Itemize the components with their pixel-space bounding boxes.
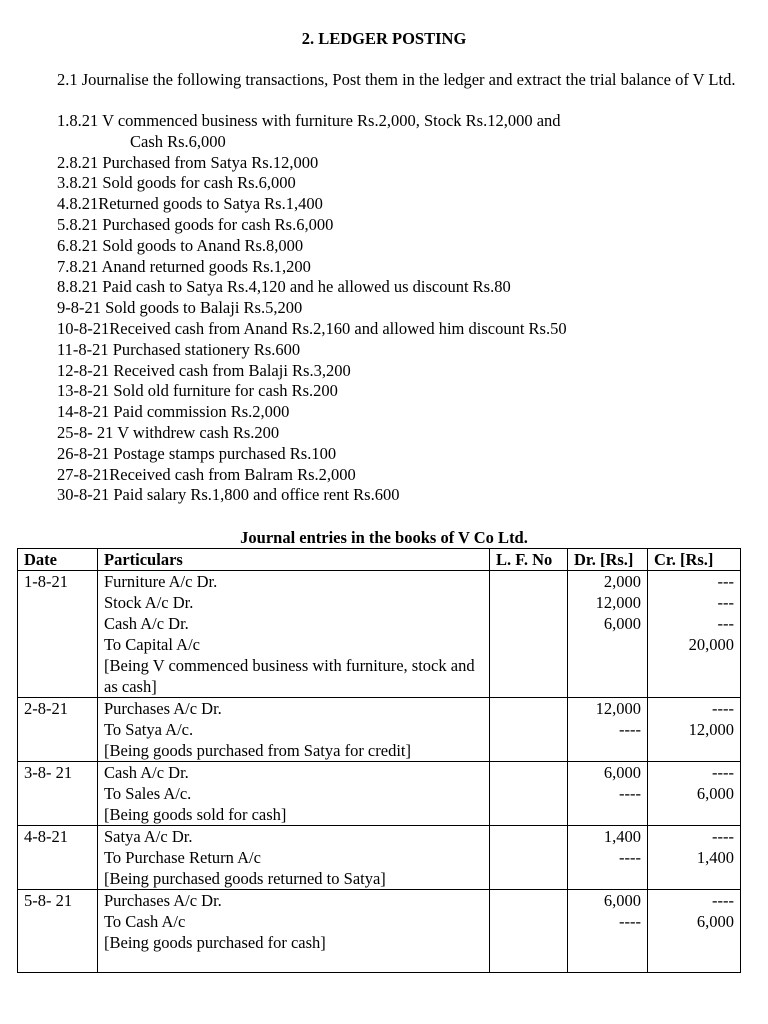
entry-debit: [568, 571, 648, 698]
header-credit: Cr. [Rs.]: [648, 549, 741, 571]
transaction-line: 26-8-21 Postage stamps purchased Rs.100: [57, 443, 337, 463]
entry-line-text: Satya A/c Dr.: [104, 827, 193, 846]
entry-debit: [568, 762, 648, 826]
entry-credit: [648, 826, 741, 890]
entry-line-text: To Satya A/c.: [104, 720, 194, 739]
credit-amount: ----: [712, 827, 734, 846]
credit-amount: 12,000: [688, 720, 734, 739]
transaction-list: [57, 111, 747, 506]
credit-amount: 20,000: [688, 635, 734, 654]
entry-debit: [568, 698, 648, 762]
debit-amount: 6,000: [603, 614, 641, 633]
transaction-line: 9-8-21 Sold goods to Balaji Rs.5,200: [57, 298, 303, 318]
entry-line-text: Purchases A/c Dr.: [104, 891, 222, 910]
entry-lf: [490, 571, 568, 698]
debit-amount: 6,000: [603, 763, 641, 782]
credit-amount: ----: [712, 763, 734, 782]
header-particulars: Particulars: [98, 549, 490, 571]
entry-particulars: [98, 698, 490, 762]
entry-line-text: Furniture A/c Dr.: [104, 572, 218, 591]
journal-entry: [18, 698, 741, 762]
transaction-line: 27-8-21Received cash from Balram Rs.2,000: [57, 464, 356, 484]
entry-line-text: To Capital A/c: [104, 635, 200, 654]
transaction-line: 3.8.21 Sold goods for cash Rs.6,000: [57, 173, 296, 193]
debit-amount: ----: [619, 720, 641, 739]
journal-table: [17, 548, 741, 973]
journal-entry: [18, 762, 741, 826]
credit-amount: 6,000: [696, 912, 734, 931]
entry-lf: [490, 762, 568, 826]
transaction-line: 7.8.21 Anand returned goods Rs.1,200: [57, 256, 311, 276]
debit-amount: 12,000: [595, 593, 641, 612]
transaction-line: 5.8.21 Purchased goods for cash Rs.6,000: [57, 214, 334, 234]
transaction-line: 10-8-21Received cash from Anand Rs.2,160 and allowed him discount Rs.50: [57, 318, 567, 338]
transaction-line: 8.8.21 Paid cash to Satya Rs.4,120 and he allowed us discount Rs.80: [57, 277, 511, 297]
journal-caption: Journal entries in the books of V Co Ltd.: [240, 528, 528, 547]
transaction-line: 1.8.21 V commenced business with furniture Rs.2,000, Stock Rs.12,000 and: [57, 111, 561, 130]
debit-amount: 1,400: [603, 827, 641, 846]
transaction-line: 11-8-21 Purchased stationery Rs.600: [57, 339, 301, 359]
entry-line-text: Purchases A/c Dr.: [104, 699, 222, 718]
transaction-line: 13-8-21 Sold old furniture for cash Rs.200: [57, 381, 338, 401]
debit-amount: 6,000: [603, 891, 641, 910]
debit-amount: ----: [619, 784, 641, 803]
entry-credit: [648, 698, 741, 762]
entry-date: 1-8-21: [18, 571, 98, 698]
question-intro: 2.1 Journalise the following transactions, Post them in the ledger and extract the trial balance of V Ltd.: [57, 70, 736, 89]
entry-line-text: To Sales A/c.: [104, 784, 192, 803]
entry-particulars: [98, 826, 490, 890]
transaction-line: 4.8.21Returned goods to Satya Rs.1,400: [57, 194, 323, 214]
entry-lf: [490, 826, 568, 890]
entry-line-text: Stock A/c Dr.: [104, 593, 194, 612]
journal-entry: [18, 826, 741, 890]
journal-entry: [18, 571, 741, 698]
credit-amount: ----: [712, 891, 734, 910]
header-date: Date: [18, 549, 98, 571]
credit-amount: ---: [717, 593, 734, 612]
entry-debit: [568, 890, 648, 973]
journal-header-row: [18, 549, 741, 571]
transaction-line: 2.8.21 Purchased from Satya Rs.12,000: [57, 152, 319, 172]
entry-particulars: [98, 762, 490, 826]
transaction-line: Cash Rs.6,000: [130, 131, 226, 151]
entry-line-text: Cash A/c Dr.: [104, 763, 189, 782]
entry-narration: [Being V commenced business with furniture, stock and as cash]: [104, 656, 475, 696]
debit-amount: ----: [619, 848, 641, 867]
entry-narration: [Being goods purchased from Satya for credit]: [104, 741, 411, 760]
entry-debit: [568, 826, 648, 890]
credit-amount: ---: [717, 614, 734, 633]
header-debit: Dr. [Rs.]: [568, 549, 648, 571]
entry-credit: [648, 890, 741, 973]
transaction-line: 14-8-21 Paid commission Rs.2,000: [57, 402, 290, 422]
entry-lf: [490, 890, 568, 973]
transaction-line: 25-8- 21 V withdrew cash Rs.200: [57, 422, 280, 442]
entry-line-text: To Cash A/c: [104, 912, 186, 931]
header-lf-no: L. F. No: [490, 549, 568, 571]
credit-amount: 1,400: [696, 848, 734, 867]
entry-narration: [Being goods sold for cash]: [104, 805, 287, 824]
entry-narration: [Being purchased goods returned to Satya]: [104, 869, 386, 888]
entry-narration: [Being goods purchased for cash]: [104, 933, 326, 952]
entry-date: 3-8- 21: [18, 762, 98, 826]
transaction-line: 12-8-21 Received cash from Balaji Rs.3,200: [57, 360, 351, 380]
entry-date: 5-8- 21: [18, 890, 98, 973]
entry-line-text: To Purchase Return A/c: [104, 848, 261, 867]
entry-credit: [648, 571, 741, 698]
transaction-line: 30-8-21 Paid salary Rs.1,800 and office rent Rs.600: [57, 485, 400, 505]
debit-amount: ----: [619, 912, 641, 931]
credit-amount: ---: [717, 572, 734, 591]
entry-lf: [490, 698, 568, 762]
entry-particulars: [98, 890, 490, 973]
journal-entry: [18, 890, 741, 973]
debit-amount: 2,000: [603, 572, 641, 591]
transaction-line: 6.8.21 Sold goods to Anand Rs.8,000: [57, 235, 304, 255]
entry-particulars: [98, 571, 490, 698]
entry-credit: [648, 762, 741, 826]
entry-line-text: Cash A/c Dr.: [104, 614, 189, 633]
debit-amount: 12,000: [595, 699, 641, 718]
page-heading: 2. LEDGER POSTING: [301, 29, 467, 48]
entry-date: 4-8-21: [18, 826, 98, 890]
entry-date: 2-8-21: [18, 698, 98, 762]
credit-amount: ----: [712, 699, 734, 718]
credit-amount: 6,000: [696, 784, 734, 803]
